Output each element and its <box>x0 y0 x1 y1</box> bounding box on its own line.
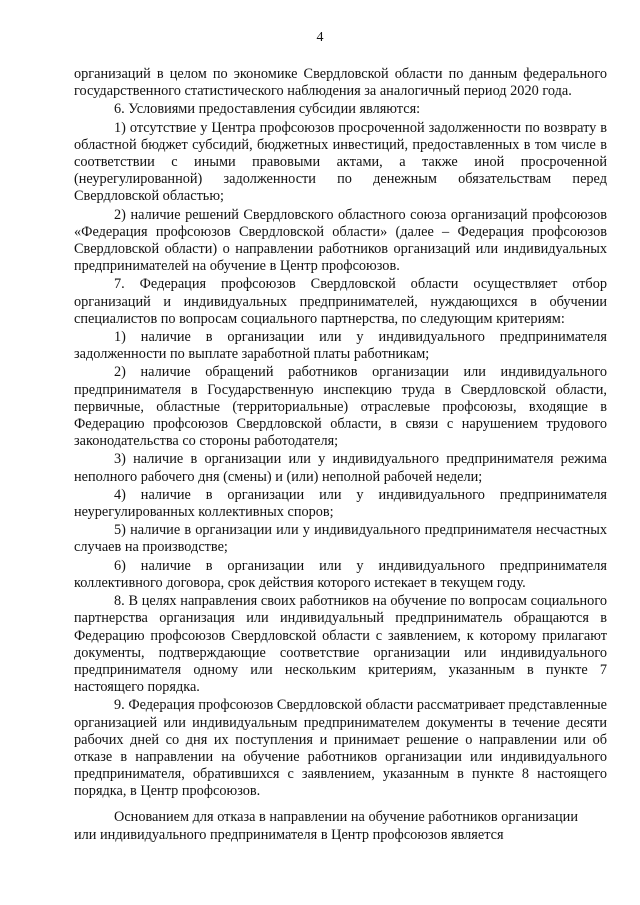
paragraph-item-7-2: 2) наличие обращений работников организации или индивидуального предпринимателя в Государственную инспекцию труда в Свердловской области, первичные, областные (территориальные) отраслевые профсоюзы, входящие в Федерацию профсоюзов Свердловской области, в связи с нарушением трудового законодательства со стороны работодателя; <box>74 364 607 450</box>
paragraph-item-7: 7. Федерация профсоюзов Свердловской области осуществляет отбор организаций и индивидуальных предпринимателей, нуждающихся в обучении специалистов по вопросам социального партнерства, по следующим критериям: <box>74 276 607 327</box>
paragraph-item-6-1: 1) отсутствие у Центра профсоюзов просроченной задолженности по возврату в областной бюджет субсидий, бюджетных инвестиций, предоставленных в том числе в соответствии с иными правовыми актами, а также иной просроченной (неурегулированной) задолженности по денежным обязательствам перед Свердловской областью; <box>74 119 607 205</box>
paragraph-continuation: организаций в целом по экономике Свердловской области по данным федерального государственного статистического наблюдения за аналогичный период 2020 года. <box>74 66 607 100</box>
paragraph-refusal-grounds-cont: или индивидуального предпринимателя в Центр профсоюзов является <box>74 826 504 843</box>
paragraph-item-7-3: 3) наличие в организации или у индивидуального предпринимателя режима неполного рабочего дня (смены) и (или) неполной рабочей недели; <box>74 451 607 485</box>
paragraph-item-8: 8. В целях направления своих работников на обучение по вопросам социального партнерства организация или индивидуальный предприниматель обращаются в Федерацию профсоюзов Свердловской области с заявлением, к которому прилагают документы, подтверждающие соответствие организации или индивидуального предпринимателя одному или нескольким критериям, указанным в пункте 7 настоящего порядка. <box>74 593 607 696</box>
paragraph-item-7-1: 1) наличие в организации или у индивидуального предпринимателя задолженности по выплате заработной платы работникам; <box>74 329 607 363</box>
page-number: 4 <box>316 30 324 45</box>
paragraph-item-6-2: 2) наличие решений Свердловского областного союза организаций профсоюзов «Федерация профсоюзов Свердловской области» (далее – Федерация профсоюзов Свердловской области) о направлении работников организаций или индивидуальных предпринимателей на обучение в Центр профсоюзов. <box>74 206 607 275</box>
paragraph-item-9: 9. Федерация профсоюзов Свердловской области рассматривает представленные организацией или индивидуальным предпринимателем документы в течение десяти рабочих дней со дня их поступления и принимает решение о направлении или об отказе в направлении на обучение работников организации или индивидуального предпринимателя, обратившихся с заявлением, указанным в пункте 8 настоящего порядка, в Центр профсоюзов. <box>74 697 607 800</box>
paragraph-refusal-grounds: Основанием для отказа в направлении на обучение работников организации <box>114 808 578 825</box>
paragraph-item-7-5: 5) наличие в организации или у индивидуального предпринимателя несчастных случаев на производстве; <box>74 522 607 556</box>
paragraph-item-7-4: 4) наличие в организации или у индивидуального предпринимателя неурегулированных коллективных споров; <box>74 486 607 521</box>
paragraph-item-7-6: 6) наличие в организации или у индивидуального предпринимателя коллективного договора, срок действия которого истекает в текущем году. <box>74 557 607 591</box>
paragraph-item-6: 6. Условиями предоставления субсидии являются: <box>114 101 421 118</box>
document-body <box>74 66 607 845</box>
